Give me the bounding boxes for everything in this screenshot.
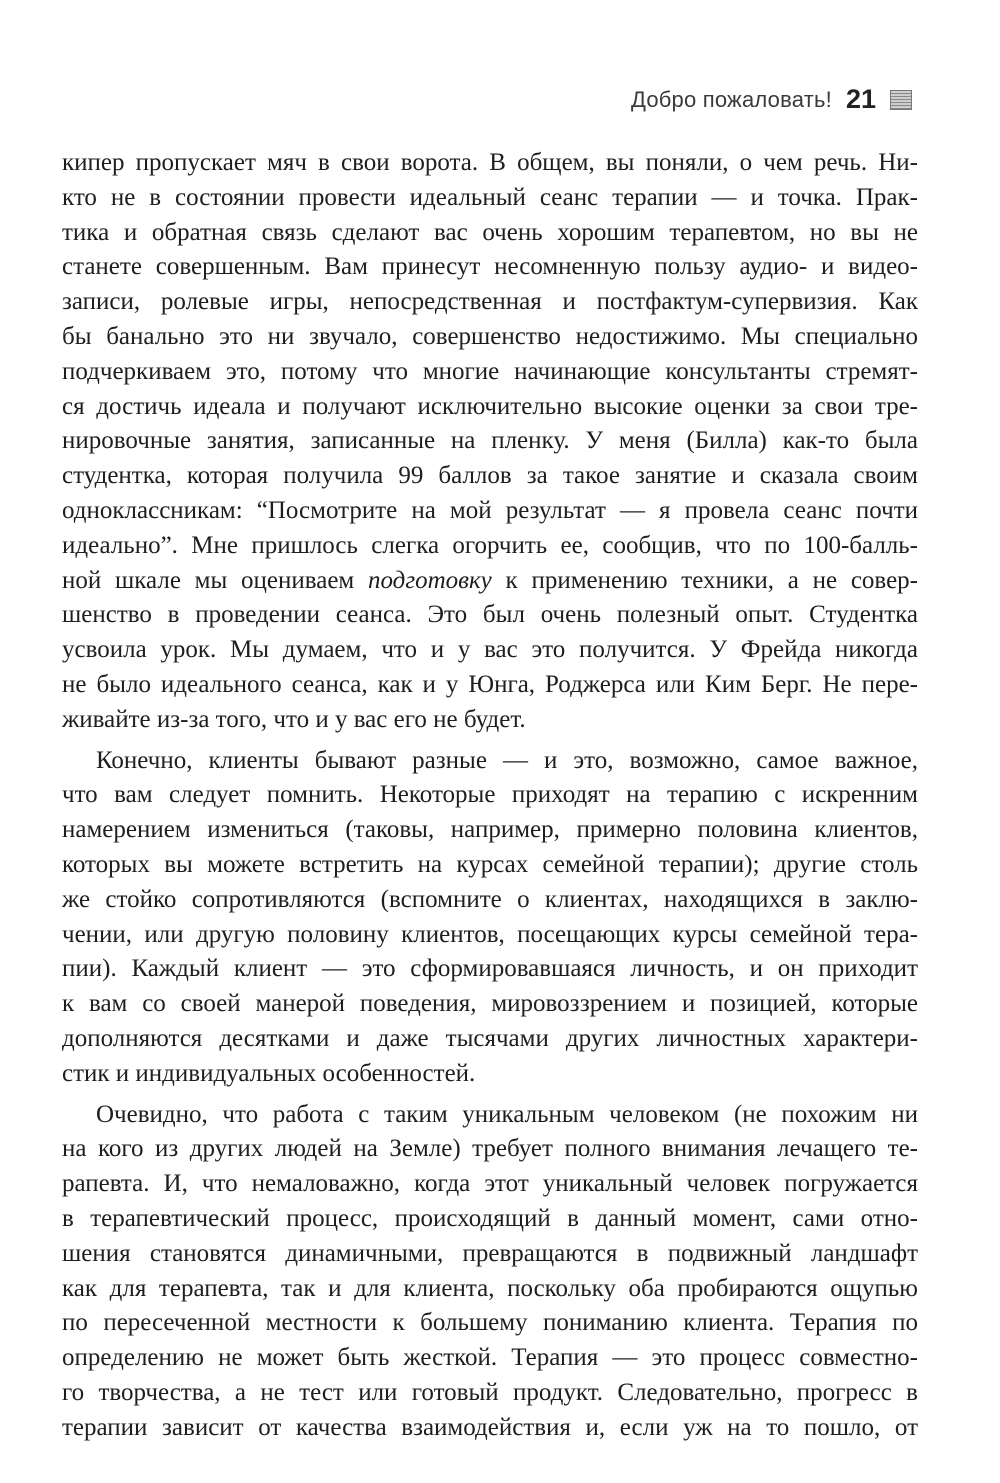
text-line: к вам со своей манерой поведения, мировоззрением и позицией, которые [62,990,918,1018]
text-line: усвоила урок. Мы думаем, что и у вас это получится. У Фрейда никогда [62,636,918,664]
text-line-with-emphasis [62,564,918,599]
text-line: Конечно, клиенты бывают разные — и это, возможно, самое важное, [96,746,918,774]
text-line: бы банально это ни звучало, совершенство недостижимо. Мы специально [62,322,918,350]
page-number: 21 [845,84,876,114]
text-line: Очевидно, что работа с таким уникальным человеком (не похожим ни [96,1100,918,1128]
text-line: живайте из-за того, что и у вас его не будет. [62,705,526,733]
paragraph-3 [62,1098,918,1446]
text-line: на кого из других людей на Земле) требует полного внимания лечащего те- [62,1135,918,1163]
text-line: нировочные занятия, записанные на пленку. У меня (Билла) как-то была [62,427,918,455]
text-line: как для терапевта, так и для клиента, поскольку оба пробираются ощупью [62,1274,918,1302]
text-line: которых вы можете встретить на курсах семейной терапии); другие столь [62,850,918,878]
text-line: подчеркиваем это, потому что многие начинающие консультанты стремят- [62,357,918,385]
text-line: одноклассникам: “Посмотрите на мой результат — я провела сеанс почти [62,496,918,524]
body-text [62,146,918,1445]
page-marker-icon [890,90,912,110]
page-header [631,84,912,115]
emphasis-text: подготовку [368,566,492,594]
text-line: станете совершенным. Вам принесут несомненную пользу аудио- и видео- [62,253,918,281]
text-line: же стойко сопротивляются (вспомните о клиентах, находящихся в заклю- [62,885,918,913]
text-fragment: к применению техники, а не совер- [491,566,918,594]
text-line: что вам следует помнить. Некоторые приходят на терапию с искренним [62,781,918,809]
text-line: чении, или другую половину клиентов, посещающих курсы семейной тера- [62,920,918,948]
text-line: шенство в проведении сеанса. Это был очень полезный опыт. Студентка [62,601,918,629]
text-line: пии). Каждый клиент — это сформировавшаяся личность, и он приходит [62,955,918,983]
text-line: в терапевтический процесс, происходящий в данный момент, сами отно- [62,1204,918,1232]
running-title: Добро пожаловать! [630,86,832,112]
text-line: не было идеального сеанса, как и у Юнга, Роджерса или Ким Берг. Не пере- [62,670,918,698]
text-line: намерением измениться (таковы, например, примерно половина клиентов, [62,816,918,844]
text-line: кто не в состоянии провести идеальный сеанс терапии — и точка. Прак- [62,183,918,211]
paragraph-1 [62,146,918,738]
text-line: стик и индивидуальных особенностей. [62,1059,476,1087]
text-line: кипер пропускает мяч в свои ворота. В общем, вы поняли, о чем речь. Ни- [62,149,918,176]
text-line: ся достичь идеала и получают исключительно высокие оценки за свои тре- [62,392,918,420]
text-fragment: ной шкале мы оцениваем [62,566,369,594]
text-line: го творчества, а не тест или готовый продукт. Следовательно, прогресс в [62,1378,918,1406]
text-line: по пересеченной местности к большему пониманию клиента. Терапия по [62,1309,918,1337]
text-line: определению не может быть жесткой. Терапия — это процесс совместно- [62,1344,918,1372]
text-line: шения становятся динамичными, превращаются в подвижный ландшафт [62,1239,918,1267]
text-line: дополняются десятками и даже тысячами других личностных характери- [62,1024,918,1052]
text-line: студентка, которая получила 99 баллов за такое занятие и сказала своим [62,462,918,490]
text-line: тика и обратная связь сделают вас очень хорошим терапевтом, но вы не [62,218,918,246]
text-line: рапевта. И, что немаловажно, когда этот уникальный человек погружается [62,1170,918,1198]
text-line: записи, ролевые игры, непосредственная и постфактум-супервизия. Как [62,288,918,316]
text-line: терапии зависит от качества взаимодействия и, если уж на то пошло, от [62,1413,918,1441]
paragraph-2 [62,744,918,1092]
text-line: идеально”. Мне пришлось слегка огорчить ее, сообщив, что по 100-балль- [62,531,918,559]
